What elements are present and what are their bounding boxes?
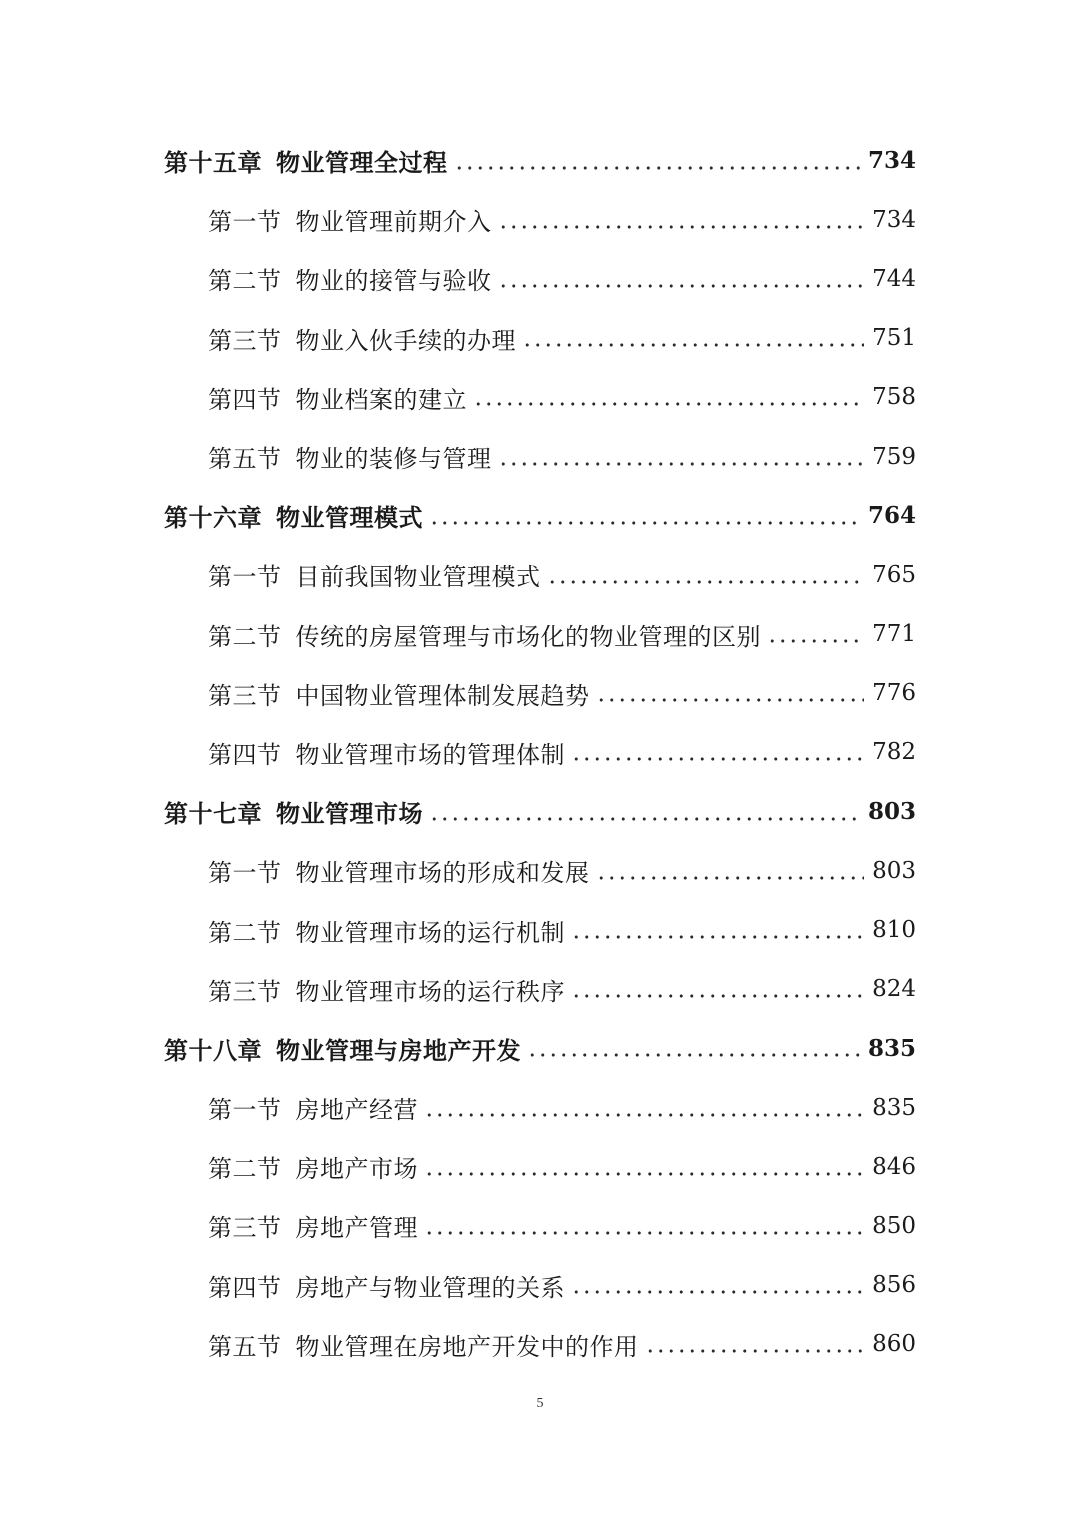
toc-entry-title: 物业入伙手续的办理 [295,326,516,355]
dot-leader [547,563,865,587]
toc-entry-number: 第三节 [208,977,282,1006]
dot-leader [498,208,865,232]
toc-entry-label [208,913,565,948]
toc-entry-page: 850 [872,1212,916,1239]
toc-entry-number: 第四节 [208,740,282,769]
dot-leader [571,740,864,764]
dot-leader [498,445,865,469]
dot-leader [571,918,864,942]
toc-entry-number: 第五节 [208,1332,282,1361]
toc-entry-page: 771 [872,621,916,648]
toc-entry-label [208,972,565,1007]
toc-section-entry [0,190,1080,249]
toc-entry-page: 764 [867,502,916,530]
toc-entry-page: 835 [867,1034,916,1062]
toc-entry-number: 第十八章 [164,1035,262,1065]
toc-entry-label [208,1149,418,1184]
toc-entry-title: 物业管理市场 [276,799,423,829]
toc-entry-label [164,1031,521,1066]
toc-entry-number: 第一节 [208,563,282,592]
dot-leader [527,1036,860,1060]
toc-section-entry [0,605,1080,664]
dot-leader [424,1096,864,1120]
toc-section-entry [0,427,1080,486]
toc-entry-page: 765 [872,561,916,588]
toc-chapter-entry [0,1019,1080,1078]
toc-entry-title: 物业的装修与管理 [295,445,492,474]
dot-leader [522,326,864,350]
toc-entry-label [164,498,423,533]
toc-entry-title: 中国物业管理体制发展趋势 [295,681,590,710]
toc-entry-page: 810 [872,917,916,944]
toc-entry-label [164,143,448,178]
toc-entry-title: 物业管理市场的运行机制 [295,918,565,947]
dot-leader [571,1273,864,1297]
dot-leader [429,504,860,528]
toc-entry-title: 房地产经营 [295,1096,418,1125]
toc-entry-page: 835 [872,1094,916,1121]
toc-section-entry [0,1137,1080,1196]
dot-leader [473,385,864,409]
dot-leader [429,800,860,824]
toc-entry-page: 824 [872,976,916,1003]
dot-leader [424,1214,864,1238]
toc-section-entry [0,1256,1080,1315]
toc-section-entry [0,309,1080,368]
dot-leader [424,1155,864,1179]
toc-entry-label [208,557,541,592]
toc-entry-title: 物业管理全过程 [276,148,448,178]
toc-entry-title: 房地产市场 [295,1155,418,1184]
toc-entry-title: 物业管理市场的管理体制 [295,740,565,769]
toc-entry-number: 第三节 [208,326,282,355]
toc-entry-label [208,439,492,474]
toc-entry-number: 第一节 [208,859,282,888]
toc-chapter-entry [0,131,1080,190]
toc-entry-label [208,676,590,711]
toc-entry-page: 734 [867,147,916,175]
toc-entry-label [208,202,492,237]
toc-section-entry [0,1315,1080,1374]
toc-entry-page: 734 [872,206,916,233]
toc-section-entry [0,960,1080,1019]
toc-entry-page: 782 [872,739,916,766]
toc-entry-number: 第四节 [208,1273,282,1302]
toc-entry-page: 744 [872,265,916,292]
toc-entry-number: 第十七章 [164,799,262,829]
toc-entry-title: 物业管理模式 [276,503,423,533]
dot-leader [767,622,864,646]
toc-entry-number: 第三节 [208,1214,282,1243]
toc-section-entry [0,368,1080,427]
toc-entry-label [208,1268,565,1303]
toc-chapter-entry [0,782,1080,841]
toc-entry-title: 物业管理在房地产开发中的作用 [295,1332,639,1361]
toc-entry-page: 860 [872,1331,916,1358]
toc-entry-label [208,617,761,652]
toc-entry-number: 第二节 [208,918,282,947]
toc-entry-number: 第十五章 [164,148,262,178]
toc-entry-number: 第二节 [208,1155,282,1184]
toc-section-entry [0,545,1080,604]
toc-section-entry [0,841,1080,900]
toc-entry-number: 第十六章 [164,503,262,533]
toc-entry-number: 第二节 [208,622,282,651]
toc-entry-page: 803 [867,798,916,826]
toc-entry-title: 物业管理与房地产开发 [276,1035,521,1065]
toc-entry-number: 第三节 [208,681,282,710]
toc-entry-title: 物业管理市场的运行秩序 [295,977,565,1006]
toc-entry-title: 物业管理前期介入 [295,208,492,237]
toc-entry-number: 第二节 [208,267,282,296]
toc-entry-label [208,261,492,296]
toc-entry-label [164,794,423,829]
toc-chapter-entry [0,486,1080,545]
dot-leader [596,681,865,705]
toc-entry-page: 803 [872,857,916,884]
toc-entry-label [208,380,467,415]
dot-leader [645,1332,865,1356]
toc-entry-title: 目前我国物业管理模式 [295,563,541,592]
dot-leader [454,149,860,173]
toc-section-entry [0,723,1080,782]
dot-leader [498,267,865,291]
toc-entry-label [208,853,590,888]
toc-section-entry [0,249,1080,308]
table-of-contents [0,131,1080,1374]
toc-entry-title: 传统的房屋管理与市场化的物业管理的区别 [295,622,761,651]
toc-entry-page: 751 [872,325,916,352]
toc-section-entry [0,1078,1080,1137]
toc-entry-page: 846 [872,1153,916,1180]
toc-entry-label [208,1208,418,1243]
toc-entry-page: 759 [872,443,916,470]
toc-entry-number: 第一节 [208,208,282,237]
dot-leader [596,859,865,883]
toc-entry-page: 758 [872,384,916,411]
toc-entry-label [208,321,516,356]
toc-entry-title: 物业管理市场的形成和发展 [295,859,590,888]
toc-entry-page: 776 [872,680,916,707]
toc-section-entry [0,1196,1080,1255]
page-number: 5 [536,1396,544,1411]
toc-entry-number: 第五节 [208,445,282,474]
toc-section-entry [0,900,1080,959]
toc-section-entry [0,664,1080,723]
toc-entry-label [208,1327,639,1362]
toc-entry-title: 房地产管理 [295,1214,418,1243]
toc-entry-title: 物业档案的建立 [295,385,467,414]
toc-entry-number: 第一节 [208,1096,282,1125]
toc-entry-title: 房地产与物业管理的关系 [295,1273,565,1302]
toc-entry-label [208,1090,418,1125]
toc-entry-number: 第四节 [208,385,282,414]
toc-entry-title: 物业的接管与验收 [295,267,492,296]
toc-entry-label [208,735,565,770]
dot-leader [571,977,864,1001]
toc-entry-page: 856 [872,1272,916,1299]
